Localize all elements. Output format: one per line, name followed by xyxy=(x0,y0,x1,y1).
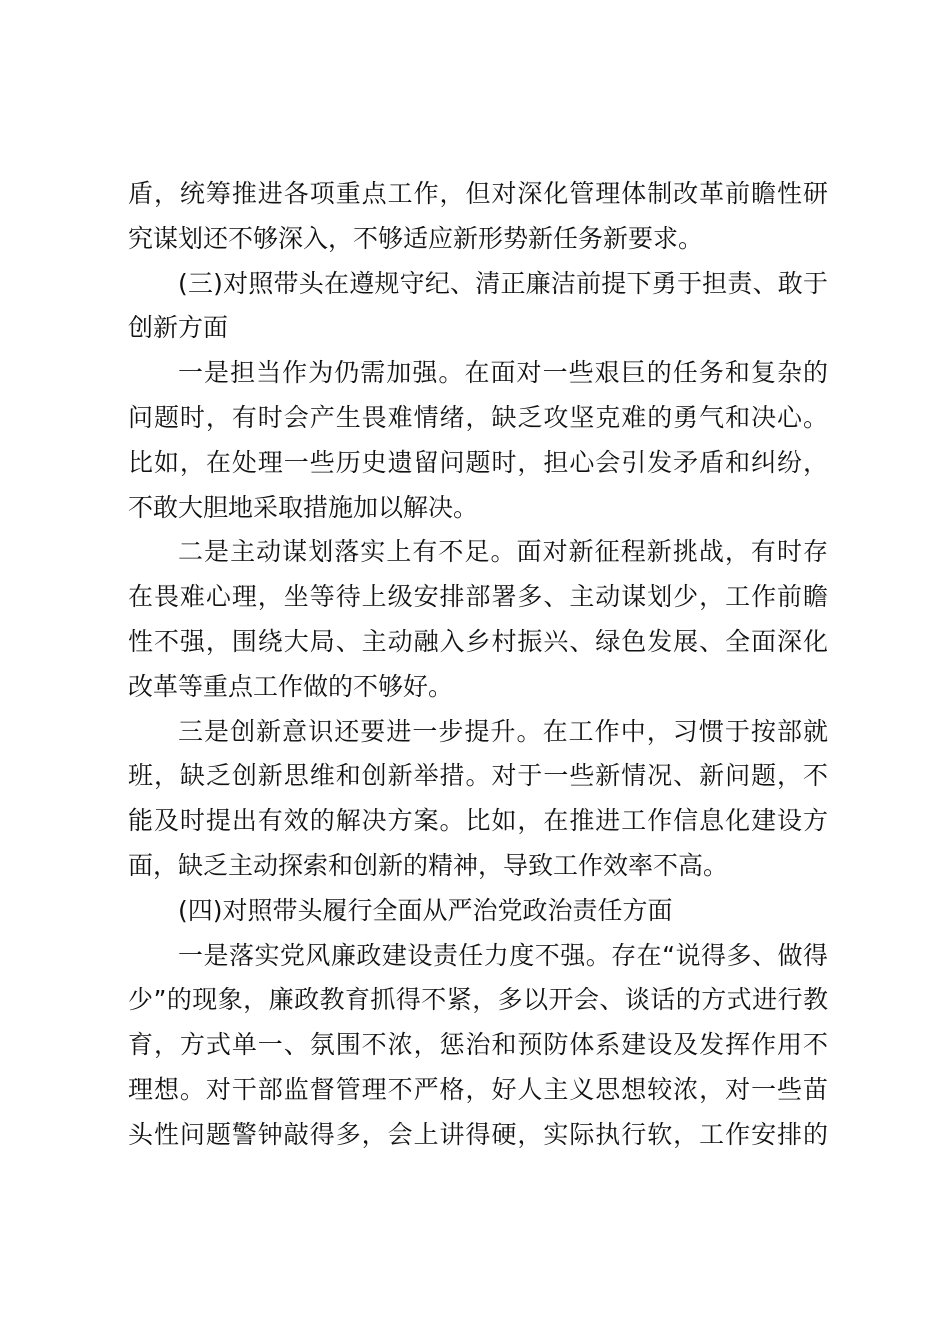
document-body xyxy=(128,172,828,1158)
text-line: 班，缺乏创新思维和创新举措。对于一些新情况、新问题，不 xyxy=(128,761,828,791)
text-line: 性不强，围绕大局、主动融入乡村振兴、绿色发展、全面深化 xyxy=(128,626,828,656)
paragraph xyxy=(128,172,828,262)
text-line: 一是担当作为仍需加强。在面对一些艰巨的任务和复杂的 xyxy=(178,358,828,388)
section-heading xyxy=(128,262,828,352)
text-line: 头性问题警钟敲得多，会上讲得硬，实际执行软，工作安排的 xyxy=(128,1119,828,1149)
text-line: 比如，在处理一些历史遗留问题时，担心会引发矛盾和纠纷， xyxy=(128,447,828,477)
text-line: 问题时，有时会产生畏难情绪，缺乏攻坚克难的勇气和决心。 xyxy=(128,402,828,432)
paragraph xyxy=(128,934,828,1158)
text-line: 改革等重点工作做的不够好。 xyxy=(128,671,454,701)
text-line: 三是创新意识还要进一步提升。在工作中，习惯于按部就 xyxy=(178,716,828,746)
text-line: 二是主动谋划落实上有不足。面对新征程新挑战，有时存 xyxy=(178,537,828,567)
section-heading xyxy=(128,889,828,934)
text-line: 能及时提出有效的解决方案。比如，在推进工作信息化建设方 xyxy=(128,806,828,836)
text-line: 不敢大胆地采取措施加以解决。 xyxy=(128,492,479,522)
text-line: 在畏难心理，坐等待上级安排部署多、主动谋划少，工作前瞻 xyxy=(128,582,828,612)
text-line: 面，缺乏主动探索和创新的精神，导致工作效率不高。 xyxy=(128,850,729,880)
text-line: 盾，统筹推进各项重点工作，但对深化管理体制改革前瞻性研 xyxy=(128,179,828,208)
text-line: 一是落实党风廉政建设责任力度不强。存在“说得多、做得 xyxy=(178,940,828,970)
text-line: (三)对照带头在遵规守纪、清正廉洁前提下勇于担责、敢于 xyxy=(178,268,828,298)
paragraph xyxy=(128,351,828,530)
text-line: 育，方式单一、氛围不浓，惩治和预防体系建设及发挥作用不 xyxy=(128,1030,828,1060)
paragraph xyxy=(128,530,828,709)
text-line: 理想。对干部监督管理不严格，好人主义思想较浓，对一些苗 xyxy=(128,1074,828,1104)
text-line: (四)对照带头履行全面从严治党政治责任方面 xyxy=(178,895,673,925)
text-line: 创新方面 xyxy=(128,313,229,343)
text-line: 少”的现象，廉政教育抓得不紧，多以开会、谈话的方式进行教 xyxy=(128,985,828,1015)
paragraph xyxy=(128,710,828,889)
text-line: 究谋划还不够深入，不够适应新形势新任务新要求。 xyxy=(128,223,704,253)
